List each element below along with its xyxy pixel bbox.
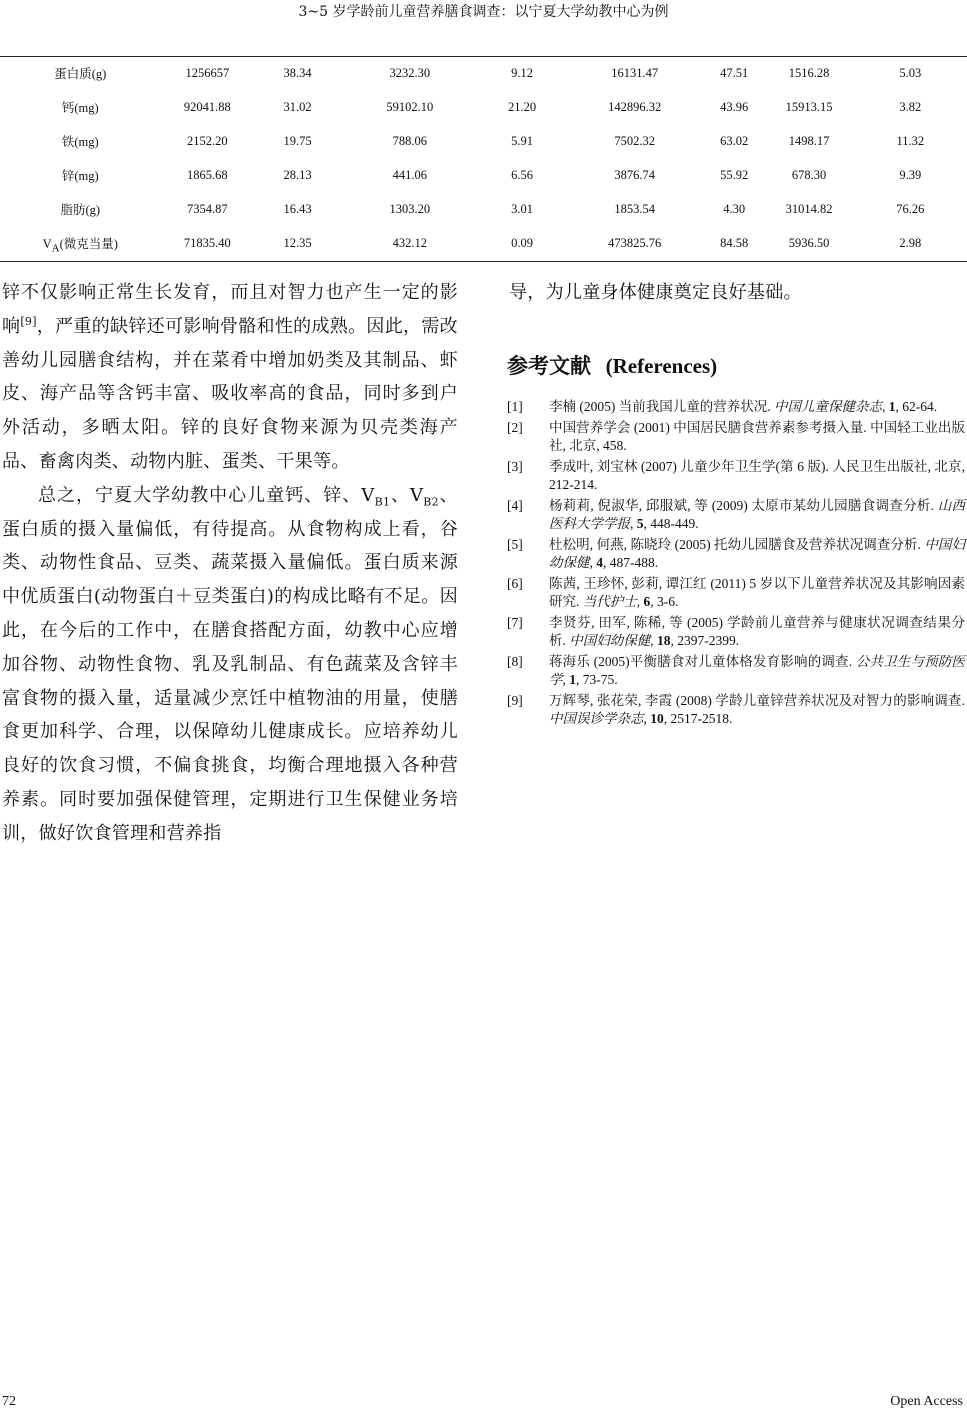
table-cell: 71835.40 <box>183 235 231 250</box>
table-row <box>0 56 967 90</box>
reference-text: 杜松明, 何燕, 陈晓玲 (2005) 托幼儿园膳食及营养状况调查分析. 中国妇幼保健, 4, 487-488. <box>549 537 965 570</box>
table-cell: 11.32 <box>896 133 925 148</box>
table-bottom-rule <box>0 261 967 262</box>
table-cell: 3876.74 <box>614 167 656 182</box>
reference-item <box>507 575 965 611</box>
reference-number: [4] <box>507 498 523 513</box>
right-column-continuation: 导，为儿童身体健康奠定良好基础。 <box>509 282 802 303</box>
table-cell: 3232.30 <box>389 65 431 80</box>
nutrition-table <box>0 56 967 260</box>
table-row <box>0 226 967 260</box>
table-cell: 12.35 <box>283 235 312 250</box>
reference-number: [3] <box>507 459 523 474</box>
table-cell: 441.06 <box>392 167 428 182</box>
reference-text: 中国营养学会 (2001) 中国居民膳食营养素参考摄入量. 中国轻工业出版社, 北京, 458. <box>549 420 965 453</box>
reference-item <box>507 692 965 728</box>
nutrient-label: 脂肪(g) <box>60 203 101 217</box>
table-cell: 3.82 <box>899 99 922 114</box>
reference-list <box>507 398 965 731</box>
table-cell: 31.02 <box>283 99 312 114</box>
reference-text: 杨莉莉, 倪淑华, 邱服斌, 等 (2009) 太原市某幼儿园膳食调查分析. 山西医科大学学报, 5, 448-449. <box>549 498 965 531</box>
table-cell: 2.98 <box>899 235 922 250</box>
table-cell: 9.39 <box>899 167 922 182</box>
table-cell: 2152.20 <box>187 133 228 148</box>
table-cell: 63.02 <box>720 133 749 148</box>
reference-item <box>507 497 965 533</box>
reference-item <box>507 398 965 416</box>
table-cell: 1498.17 <box>788 133 830 148</box>
nutrient-label: $V_A$(微克当量) <box>42 237 118 255</box>
nutrient-label: 钙(mg) <box>61 101 99 115</box>
table-cell: 473825.76 <box>608 235 662 250</box>
reference-item <box>507 536 965 572</box>
reference-text: 李贤芬, 田军, 陈稀, 等 (2005) 学龄前儿童营养与健康状况调查结果分析. 中国妇幼保健, 18, 2397-2399. <box>549 615 965 648</box>
running-header: 3~5 岁学龄前儿童营养膳食调查：以宁夏大学幼教中心为例 <box>298 4 669 20</box>
table-cell: 31014.82 <box>785 201 833 216</box>
reference-item <box>507 614 965 650</box>
table-cell: 84.58 <box>720 235 749 250</box>
paragraph-1: 锌不仅影响正常生长发育，而且对智力也产生一定的影响[9]，严重的缺锌还可影响骨骼和性的成熟。因此，需改善幼儿园膳食结构，并在菜肴中增加奶类及其制品、虾皮、海产品等含钙丰富、吸收率高的食品，同时多到户外活动，多晒太阳。锌的良好食物来源为贝壳类海产品、畜禽肉类、动物内脏、蛋类、干果等。 <box>2 282 458 472</box>
table-cell: 142896.32 <box>608 99 662 114</box>
reference-item <box>507 653 965 689</box>
table-cell: 7502.32 <box>614 133 656 148</box>
citation-9[interactable]: [9] <box>20 314 37 328</box>
table-cell: 5.03 <box>899 65 922 80</box>
table-cell: 1853.54 <box>614 201 656 216</box>
table-cell: 9.12 <box>511 65 534 80</box>
table-cell: 76.26 <box>896 201 925 216</box>
page-number: 72 <box>2 1394 16 1409</box>
left-column <box>2 276 458 851</box>
table-cell: 21.20 <box>508 99 537 114</box>
reference-item <box>507 458 965 494</box>
table-row <box>0 192 967 226</box>
reference-number: [9] <box>507 693 523 708</box>
table-cell: 1865.68 <box>187 167 228 182</box>
table-cell: 92041.88 <box>183 99 231 114</box>
reference-text: 季成叶, 刘宝林 (2007) 儿童少年卫生学(第 6 版). 人民卫生出版社, 北京, 212-214. <box>549 459 965 492</box>
open-access-label: Open Access <box>890 1394 963 1409</box>
paragraph-2: 总之，宁夏大学幼教中心儿童钙、锌、$V_{B1}$、$V_{B2}$、蛋白质的摄入量偏低，有待提高。从食物构成上看，谷类、动物性食品、豆类、蔬菜摄入量偏低。蛋白质来源中优质蛋白(动物蛋白＋豆类蛋白)的构成比略有不足。因此，在今后的工作中，在膳食搭配方面，幼教中心应增加谷物、动物性食物、乳及乳制品、有色蔬菜及含锌丰富食物的摄入量，适量减少烹饪中植物油的用量，使膳食更加科学、合理，以保障幼儿健康成长。应培养幼儿良好的饮食习惯，不偏食挑食，均衡合理地摄入各种营养素。同时要加强保健管理，定期进行卫生保健业务培训，做好饮食管理和营养指 <box>2 484 458 844</box>
table-cell: 38.34 <box>283 65 312 80</box>
table-cell: 4.30 <box>723 201 746 216</box>
table-cell: 16131.47 <box>611 65 659 80</box>
nutrient-label: 蛋白质(g) <box>54 67 107 81</box>
table-cell: 0.09 <box>511 235 534 250</box>
reference-item <box>507 419 965 455</box>
table-cell: 15913.15 <box>785 99 833 114</box>
reference-number: [5] <box>507 537 523 552</box>
table-cell: 3.01 <box>511 201 534 216</box>
table-cell: 16.43 <box>283 201 312 216</box>
nutrient-label: 铁(mg) <box>61 135 99 149</box>
table-cell: 678.30 <box>791 167 827 182</box>
reference-number: [8] <box>507 654 523 669</box>
nutrient-label: 锌(mg) <box>61 169 99 183</box>
table-cell: 432.12 <box>392 235 428 250</box>
table-cell: 1516.28 <box>788 65 830 80</box>
table-cell: 1256657 <box>185 65 230 80</box>
table-cell: 47.51 <box>720 65 749 80</box>
reference-number: [2] <box>507 420 523 435</box>
reference-text: 蒋海乐 (2005)平衡膳食对儿童体格发育影响的调查. 公共卫生与预防医学, 1, 73-75. <box>549 654 966 687</box>
table-cell: 7354.87 <box>187 201 228 216</box>
table-cell: 5.91 <box>511 133 534 148</box>
table-cell: 19.75 <box>283 133 312 148</box>
table-cell: 1303.20 <box>389 201 431 216</box>
reference-number: [1] <box>507 399 523 414</box>
reference-number: [7] <box>507 615 523 630</box>
table-row <box>0 90 967 124</box>
reference-text: 万辉琴, 张花荣, 李霞 (2008) 学龄儿童锌营养状况及对智力的影响调查. 中国误诊学杂志, 10, 2517-2518. <box>549 693 965 726</box>
table-cell: 59102.10 <box>386 99 434 114</box>
reference-number: [6] <box>507 576 523 591</box>
reference-text: 陈茜, 王珍怀, 彭莉, 谭江红 (2011) 5 岁以下儿童营养状况及其影响因素研究. 当代护士, 6, 3-6. <box>549 576 965 609</box>
table-row <box>0 158 967 192</box>
references-heading: 参考文献 (References) <box>507 354 718 378</box>
reference-text: 李楠 (2005) 当前我国儿童的营养状况. 中国儿童保健杂志, 1, 62-64. <box>549 399 938 414</box>
table-cell: 5936.50 <box>788 235 830 250</box>
table-cell: 43.96 <box>720 99 749 114</box>
table-cell: 28.13 <box>283 167 312 182</box>
table-cell: 788.06 <box>392 133 428 148</box>
table-row <box>0 124 967 158</box>
table-cell: 55.92 <box>720 167 749 182</box>
table-cell: 6.56 <box>511 167 534 182</box>
